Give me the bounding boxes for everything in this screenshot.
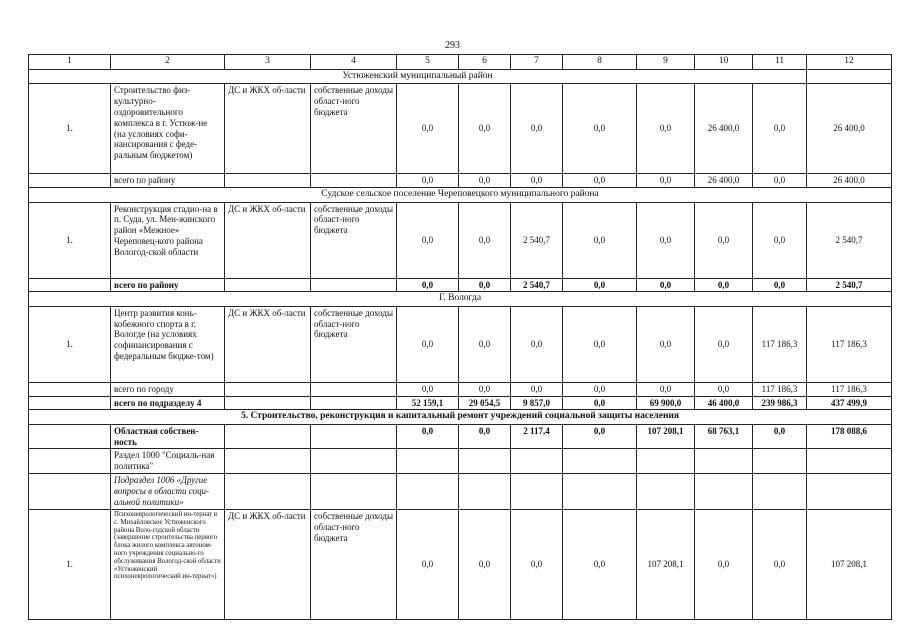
value-cell: 26 400,0 [807,84,892,174]
total-label: всего по району [111,278,225,292]
total-row [29,174,892,188]
section-title: Устюженский муниципальный район [29,70,807,84]
value-cell: 0,0 [563,306,637,382]
table-row [29,84,892,174]
total-cell: 2 540,7 [807,278,892,292]
column-header: 10 [695,55,753,70]
total-cell: 26 400,0 [807,174,892,188]
total-cell: 0,0 [397,382,459,396]
value-cell: 0,0 [563,509,637,619]
value-cell: 0,0 [563,84,637,174]
value-cell: 0,0 [637,202,695,278]
podrazdel-row [29,473,892,509]
value-cell: 0,0 [397,202,459,278]
total-cell: 0,0 [637,278,695,292]
column-header: 6 [459,55,511,70]
value-cell: 0,0 [695,509,753,619]
razdel-row [29,449,892,474]
total-cell: 0,0 [459,278,511,292]
value-cell: 2 117,4 [511,424,563,449]
budget-table [28,54,892,620]
total-cell: 117 186,3 [807,382,892,396]
total-cell: 117 186,3 [753,382,807,396]
subsection-total-row [29,396,892,410]
value-cell: 0,0 [511,306,563,382]
section-title-row [29,410,892,424]
responsible: ДС и ЖКХ об-ласти [225,306,311,382]
column-header: 4 [311,55,397,70]
row-index: 1. [29,509,111,619]
section-title-row [29,70,892,84]
value-cell: 0,0 [397,84,459,174]
section-title: 5. Строительство, реконструкция и капитальный ремонт учреждений социальной защиты населения [29,410,892,424]
row-index: 1. [29,202,111,278]
total-cell: 0,0 [459,382,511,396]
podrazdel-label: Подраздел 1006 «Другие вопросы в области соци-альной политики» [111,473,225,509]
total-cell: 69 900,0 [637,396,695,410]
total-cell: 2 540,7 [511,278,563,292]
value-cell: 26 400,0 [695,84,753,174]
object-name: Психоневрологический ин-тернат в с. Михайловское Устюженского района Воло-годской области (завершение строительства первого блока жилого комплекса автоном-ного учреждения социально-го обслуживания Вологод-ской области «Устюженский психоневрологический ин-тернат») [111,509,225,619]
column-header: 2 [111,55,225,70]
total-label: всего по подразделу 4 [111,396,225,410]
value-cell: 0,0 [753,424,807,449]
total-cell: 0,0 [563,174,637,188]
column-header: 8 [563,55,637,70]
total-cell: 0,0 [397,174,459,188]
value-cell: 0,0 [397,306,459,382]
regional-property-row [29,424,892,449]
total-cell: 437 499,9 [807,396,892,410]
total-cell: 0,0 [459,174,511,188]
value-cell: 68 763,1 [695,424,753,449]
section-title-row [29,188,892,202]
total-cell: 0,0 [397,278,459,292]
total-cell: 52 159,1 [397,396,459,410]
value-cell: 0,0 [563,202,637,278]
table-row [29,306,892,382]
value-cell: 0,0 [563,424,637,449]
regional-property-label: Областная собствен-ность [111,424,225,449]
value-cell: 107 208,1 [637,509,695,619]
value-cell: 0,0 [753,509,807,619]
total-cell: 0,0 [753,278,807,292]
value-cell: 0,0 [459,202,511,278]
total-cell: 0,0 [563,278,637,292]
column-header: 3 [225,55,311,70]
value-cell: 0,0 [637,306,695,382]
row-index: 1. [29,84,111,174]
table-row [29,202,892,278]
funding-source: собственные доходы област-ного бюджета [311,84,397,174]
value-cell: 2 540,7 [511,202,563,278]
total-cell: 0,0 [511,174,563,188]
funding-source: собственные доходы област-ного бюджета [311,509,397,619]
total-cell: 46 400,0 [695,396,753,410]
total-cell: 239 986,3 [753,396,807,410]
razdel-label: Раздел 1000 "Социаль-ная политика" [111,449,225,474]
value-cell: 2 540,7 [807,202,892,278]
value-cell: 0,0 [695,202,753,278]
responsible: ДС и ЖКХ об-ласти [225,84,311,174]
column-header: 9 [637,55,695,70]
total-cell: 29 054,5 [459,396,511,410]
total-row [29,382,892,396]
total-cell: 9 857,0 [511,396,563,410]
value-cell: 0,0 [753,84,807,174]
section-title-row [29,292,892,306]
responsible: ДС и ЖКХ об-ласти [225,202,311,278]
total-cell: 0,0 [511,382,563,396]
total-cell: 0,0 [753,174,807,188]
object-name: Центр развития конь-кобежного спорта в г. Вологде (на условиях софинансирования с федеральным бюдже-том) [111,306,225,382]
value-cell: 0,0 [397,509,459,619]
page-number: 293 [445,40,460,51]
total-cell: 0,0 [563,382,637,396]
total-cell: 0,0 [563,396,637,410]
total-cell: 26 400,0 [695,174,753,188]
table-row [29,509,892,619]
value-cell: 0,0 [459,306,511,382]
column-header: 1 [29,55,111,70]
total-cell: 0,0 [637,174,695,188]
funding-source: собственные доходы област-ного бюджета [311,202,397,278]
value-cell: 0,0 [511,84,563,174]
value-cell: 0,0 [459,509,511,619]
value-cell: 0,0 [397,424,459,449]
value-cell: 178 088,6 [807,424,892,449]
total-cell: 0,0 [695,278,753,292]
value-cell: 0,0 [511,509,563,619]
column-header: 5 [397,55,459,70]
section-title: Г. Вологда [29,292,892,306]
value-cell: 107 208,1 [637,424,695,449]
value-cell: 117 186,3 [753,306,807,382]
value-cell: 0,0 [753,202,807,278]
column-header: 11 [753,55,807,70]
funding-source: собственные доходы област-ного бюджета [311,306,397,382]
total-cell: 0,0 [637,382,695,396]
value-cell: 0,0 [459,424,511,449]
value-cell: 107 208,1 [807,509,892,619]
section-title: Судское сельское поселение Череповецкого муниципального района [29,188,892,202]
total-row [29,278,892,292]
value-cell: 0,0 [695,306,753,382]
value-cell: 0,0 [459,84,511,174]
responsible: ДС и ЖКХ об-ласти [225,509,311,619]
value-cell: 0,0 [637,84,695,174]
value-cell: 117 186,3 [807,306,892,382]
total-label: всего по району [111,174,225,188]
total-cell: 0,0 [695,382,753,396]
object-name: Строительство физ-культурно-оздоровительного комплекса в г. Устюж-не (на условиях софи-нансирования с феде-ральным бюджетом) [111,84,225,174]
total-label: всего по городу [111,382,225,396]
row-index: 1. [29,306,111,382]
object-name: Реконструкция стадио-на в п. Суда, ул. Мен-жинского район «Межное» Череповец-кого района Вологод-ской области [111,202,225,278]
column-header: 12 [807,55,892,70]
column-header: 7 [511,55,563,70]
column-header-row [29,55,892,70]
